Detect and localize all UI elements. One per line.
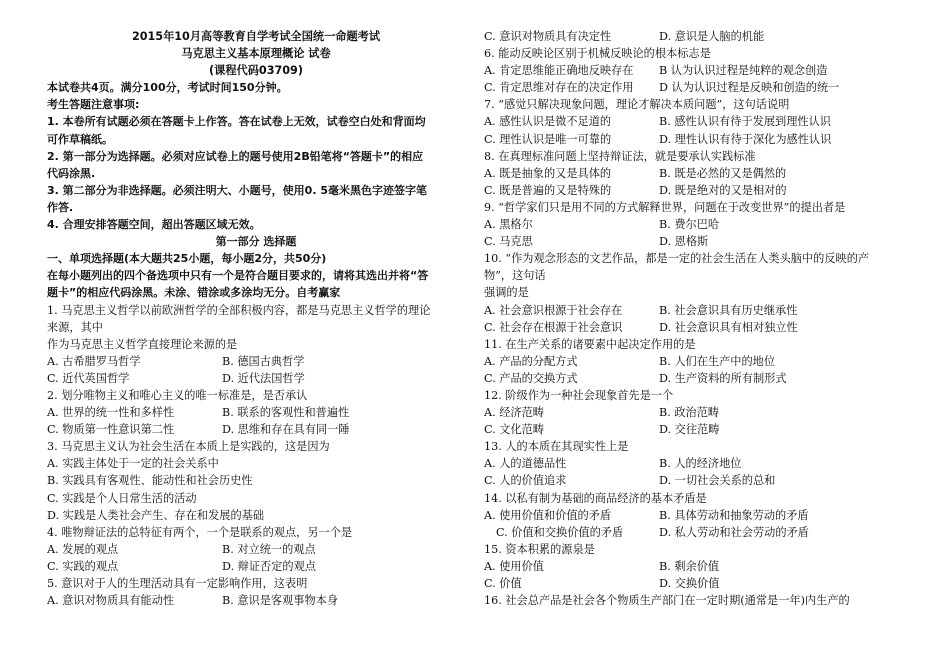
- option-d: D. 社会意识具有相对独立性: [659, 320, 798, 334]
- option-row: [484, 472, 902, 489]
- question-stem: 9. “哲学家们只是用不同的方式解释世界，问题在于改变世界”的提出者是: [484, 200, 846, 214]
- option-c: C. 既是普遍的又是特殊的: [484, 183, 612, 197]
- option-row: [484, 216, 902, 233]
- option-b: B. 社会意识具有历史继承性: [659, 303, 798, 317]
- left-column: [47, 28, 465, 609]
- option-a: A. 古希腊罗马哲学: [47, 354, 141, 368]
- notice-2a: 2. 第一部分为选择题。必须对应试卷上的题号使用2B铅笔将“答题卡”的相应: [47, 149, 424, 163]
- exam-subtitle: 马克思主义基本原理概论 试卷: [181, 47, 331, 61]
- question-stem: 作为马克思主义哲学直接理论来源的是: [47, 337, 238, 351]
- option-d: D. 辩证否定的观点: [222, 559, 316, 573]
- option-b: B. 德国古典哲学: [222, 354, 305, 368]
- question-stem: 11. 在生产关系的诸要素中起决定作用的是: [484, 337, 696, 351]
- option-d: D. 实践是人类社会产生、存在和发展的基础: [47, 508, 265, 522]
- option-a: A. 使用价值和价值的矛盾: [484, 508, 612, 522]
- question-stem: 16. 社会总产品是社会各个物质生产部门在一定时期(通常是一年)内生产的: [484, 594, 850, 608]
- notice-3b: 作答.: [47, 200, 74, 214]
- option-a: A. 肯定思维能正确地反映存在: [484, 64, 634, 78]
- option-row: [484, 455, 902, 472]
- option-d: D. 恩格斯: [659, 235, 709, 249]
- question-stem: 15. 资本积累的源泉是: [484, 542, 595, 556]
- option-row: [484, 575, 902, 592]
- section-heading: 一、单项选择题(本大题共25小题，每小题2分，共50分): [47, 252, 327, 266]
- question-stem: 10. “作为观念形态的文艺作品，都是一定的社会生活在人类头脑中的反映的产: [484, 252, 870, 266]
- option-c: C. 社会存在根源于社会意识: [484, 320, 623, 334]
- option-row: [484, 507, 902, 524]
- option-a: A. 使用价值: [484, 559, 544, 573]
- option-row: [47, 592, 465, 609]
- option-row: [484, 79, 902, 96]
- option-b: B. 政治范畴: [659, 406, 720, 420]
- option-row: [484, 182, 902, 199]
- question-stem: 4. 唯物辩证法的总特征有两个，一个是联系的观点，另一个是: [47, 525, 353, 539]
- option-b: B. 剩余价值: [659, 559, 720, 573]
- part-one-heading: 第一部分 选择题: [215, 235, 297, 249]
- option-c: C. 文化范畴: [484, 423, 545, 437]
- option-d: D. 既是绝对的又是相对的: [659, 183, 787, 197]
- exam-info: 本试卷共4页。满分100分，考试时间150分钟。: [47, 81, 288, 95]
- option-row: [484, 421, 902, 438]
- option-d: D 认为认识过程是反映和创造的统一: [659, 81, 840, 95]
- question-stem: 12. 阶级作为一种社会现象首先是一个: [484, 388, 674, 402]
- option-d: D. 交往范畴: [659, 423, 720, 437]
- option-b: B 认为认识过程是纯粹的观念创造: [659, 64, 828, 78]
- option-row: [47, 541, 465, 558]
- option-b: B. 人们在生产中的地位: [659, 354, 776, 368]
- question-stem: 5. 意识对于人的生理活动具有一定影响作用，这表明: [47, 577, 308, 590]
- course-code: (课程代码03709): [209, 64, 303, 78]
- exam-title: 2015年10月高等教育自学考试全国统一命题考试: [131, 30, 381, 43]
- option-row: [484, 319, 902, 336]
- option-row: [484, 62, 902, 79]
- option-row: [484, 302, 902, 319]
- option-row: [484, 404, 902, 421]
- option-a: A. 黑格尔: [484, 218, 533, 232]
- question-stem: 8. 在真理标准问题上坚持辩证法，就是要承认实践标准: [484, 149, 756, 163]
- question-stem: 强调的是: [484, 286, 529, 300]
- option-c: C. 实践的观点: [47, 559, 119, 573]
- notice-2b: 代码涂黑.: [47, 166, 96, 180]
- question-stem: 7. “感觉只解决现象问题，理论才解决本质问题”，这句话说明: [484, 98, 790, 112]
- option-row: [47, 421, 465, 438]
- option-b: B. 感性认识有待于发展到理性认识: [659, 115, 831, 129]
- option-row: [484, 558, 902, 575]
- option-b: B. 人的经济地位: [659, 457, 742, 471]
- option-b: B. 既是必然的又是偶然的: [659, 166, 787, 180]
- question-stem: 13. 人的本质在其现实性上是: [484, 440, 629, 454]
- option-a: A. 既是抽象的又是具体的: [484, 166, 612, 180]
- option-a: A. 经济范畴: [484, 406, 544, 420]
- option-a: A. 发展的观点: [47, 542, 119, 556]
- option-c: C. 价值和交换价值的矛盾: [496, 525, 624, 539]
- option-d: D. 生产资料的所有制形式: [659, 371, 787, 385]
- option-c: C. 物质第一性意识第二性: [47, 423, 175, 437]
- question-stem: 3. 马克思主义认为社会生活在本质上是实践的，这是因为: [47, 440, 330, 454]
- notice-title: 考生答题注意事项:: [47, 98, 140, 112]
- option-b: B. 联系的客观性和普遍性: [222, 406, 350, 420]
- option-row: [484, 113, 902, 130]
- option-c: C. 人的价值追求: [484, 474, 567, 488]
- option-a: A. 世界的统一性和多样性: [47, 406, 175, 420]
- question-stem: 来源，其中: [47, 320, 103, 334]
- question-stem: 1. 马克思主义哲学以前欧洲哲学的全部积极内容，都是马克思主义哲学的理论: [47, 303, 431, 317]
- option-c: C. 肯定思维对存在的决定作用: [484, 81, 634, 95]
- option-d: D. 一切社会关系的总和: [659, 474, 776, 488]
- notice-1a: 1. 本卷所有试题必须在答题卡上作答。答在试卷上无效，试卷空白处和背面均: [47, 115, 426, 129]
- option-d: D. 交换价值: [659, 577, 720, 590]
- notice-3a: 3. 第二部分为非选择题。必须注明大、小题号，使用0. 5毫米黑色字迹签字笔: [47, 183, 427, 197]
- option-row: [47, 558, 465, 575]
- option-b: B. 实践具有客观性、能动性和社会历史性: [47, 474, 253, 488]
- option-row: [47, 404, 465, 421]
- instruction-a: 在每小题列出的四个备选项中只有一个是符合题目要求的，请将其选出并将“答: [47, 269, 429, 283]
- option-c: C. 产品的交换方式: [484, 371, 578, 385]
- option-d: D. 意识是人脑的机能: [659, 30, 765, 43]
- option-row: [484, 524, 902, 541]
- option-row: [484, 353, 902, 370]
- option-b: B. 对立统一的观点: [222, 542, 316, 556]
- option-a: A. 实践主体处于一定的社会关系中: [47, 457, 219, 471]
- option-d: D. 思维和存在具有同一陲: [222, 423, 350, 437]
- option-c: C. 价值: [484, 577, 522, 590]
- option-c: C. 理性认识是唯一可靠的: [484, 132, 612, 146]
- option-d: D. 理性认识有待于深化为感性认识: [659, 132, 832, 146]
- option-row: [47, 370, 465, 387]
- question-stem: 2. 划分唯物主义和唯心主义的唯一标准是，是否承认: [47, 388, 308, 402]
- option-c: C. 马克思: [484, 235, 533, 249]
- option-c: C. 近代英国哲学: [47, 371, 130, 385]
- question-stem: 物”，这句话: [484, 269, 546, 283]
- option-a: A. 社会意识根源于社会存在: [484, 303, 623, 317]
- notice-4: 4. 合理安排答题空间，超出答题区域无效。: [47, 218, 261, 232]
- option-row: [484, 165, 902, 182]
- instruction-b: 题卡”的相应代码涂黑。未涂、错涂或多涂均无分。自考赢家: [47, 286, 341, 300]
- option-b: B. 意识是客观事物本身: [222, 594, 339, 608]
- option-a: A. 感性认识是微不足道的: [484, 115, 612, 129]
- option-row: [484, 370, 902, 387]
- option-b: B. 具体劳动和抽象劳动的矛盾: [659, 508, 809, 522]
- right-column: [484, 28, 902, 609]
- option-a: A. 产品的分配方式: [484, 354, 578, 368]
- option-row: [484, 28, 902, 45]
- option-c: C. 实践是个人日常生活的活动: [47, 491, 197, 505]
- option-row: [47, 353, 465, 370]
- option-a: A. 意识对物质具有能动性: [47, 594, 175, 608]
- question-stem: 14. 以私有制为基础的商品经济的基本矛盾是: [484, 491, 707, 505]
- notice-1b: 可作草稿纸。: [47, 132, 113, 146]
- option-d: D. 私人劳动和社会劳动的矛盾: [659, 525, 809, 539]
- option-d: D. 近代法国哲学: [222, 371, 305, 385]
- option-b: B. 费尔巴哈: [659, 218, 720, 232]
- option-row: [484, 233, 902, 250]
- option-a: A. 人的道德品性: [484, 457, 567, 471]
- option-row: [484, 131, 902, 148]
- question-stem: 6. 能动反映论区别于机械反映论的根本标志是: [484, 47, 711, 61]
- option-c: C. 意识对物质具有决定性: [484, 30, 612, 43]
